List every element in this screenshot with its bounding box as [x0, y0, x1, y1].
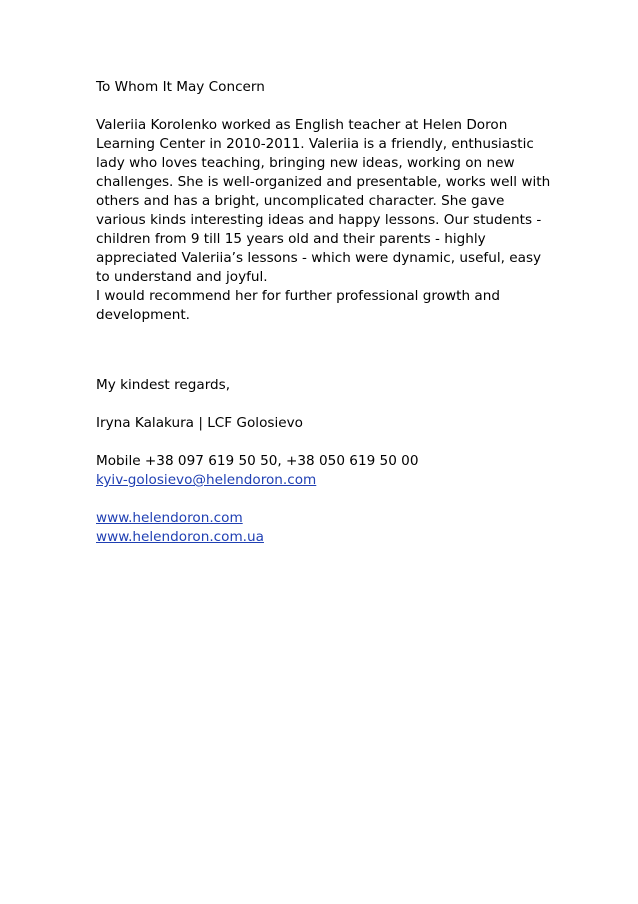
body-line: appreciated Valeriia’s lessons - which were dynamic, useful, easy — [96, 250, 542, 266]
spacer — [96, 433, 566, 452]
mobile-numbers: Mobile +38 097 619 50 50, +38 050 619 50 00 — [96, 453, 419, 469]
body-line: others and has a bright, uncomplicated character. She gave — [96, 193, 505, 209]
body-line: Valeriia Korolenko worked as English teacher at Helen Doron — [96, 117, 508, 133]
spacer — [96, 325, 566, 376]
body-line: to understand and joyful. — [96, 269, 268, 285]
closing: My kindest regards, — [96, 377, 231, 393]
body-line: children from 9 till 15 years old and their parents - highly — [96, 231, 486, 247]
recommendation-line: development. — [96, 307, 190, 323]
spacer — [96, 490, 566, 509]
letter-body — [96, 116, 566, 325]
signature: Iryna Kalakura | LCF Golosievo — [96, 415, 303, 431]
website-link-com[interactable]: www.helendoron.com — [96, 510, 243, 526]
body-line: various kinds interesting ideas and happy lessons. Our students - — [96, 212, 542, 228]
recommendation-line: I would recommend her for further professional growth and — [96, 288, 500, 304]
salutation: To Whom It May Concern — [96, 79, 265, 95]
body-line: Learning Center in 2010-2011. Valeriia is a friendly, enthusiastic — [96, 136, 534, 152]
email-link[interactable]: kyiv-golosievo@helendoron.com — [96, 472, 317, 488]
spacer — [96, 97, 566, 116]
body-line: lady who loves teaching, bringing new ideas, working on new — [96, 155, 515, 171]
body-line: challenges. She is well-organized and presentable, works well with — [96, 174, 551, 190]
letter-page — [96, 78, 566, 547]
spacer — [96, 395, 566, 414]
website-link-com-ua[interactable]: www.helendoron.com.ua — [96, 529, 264, 545]
